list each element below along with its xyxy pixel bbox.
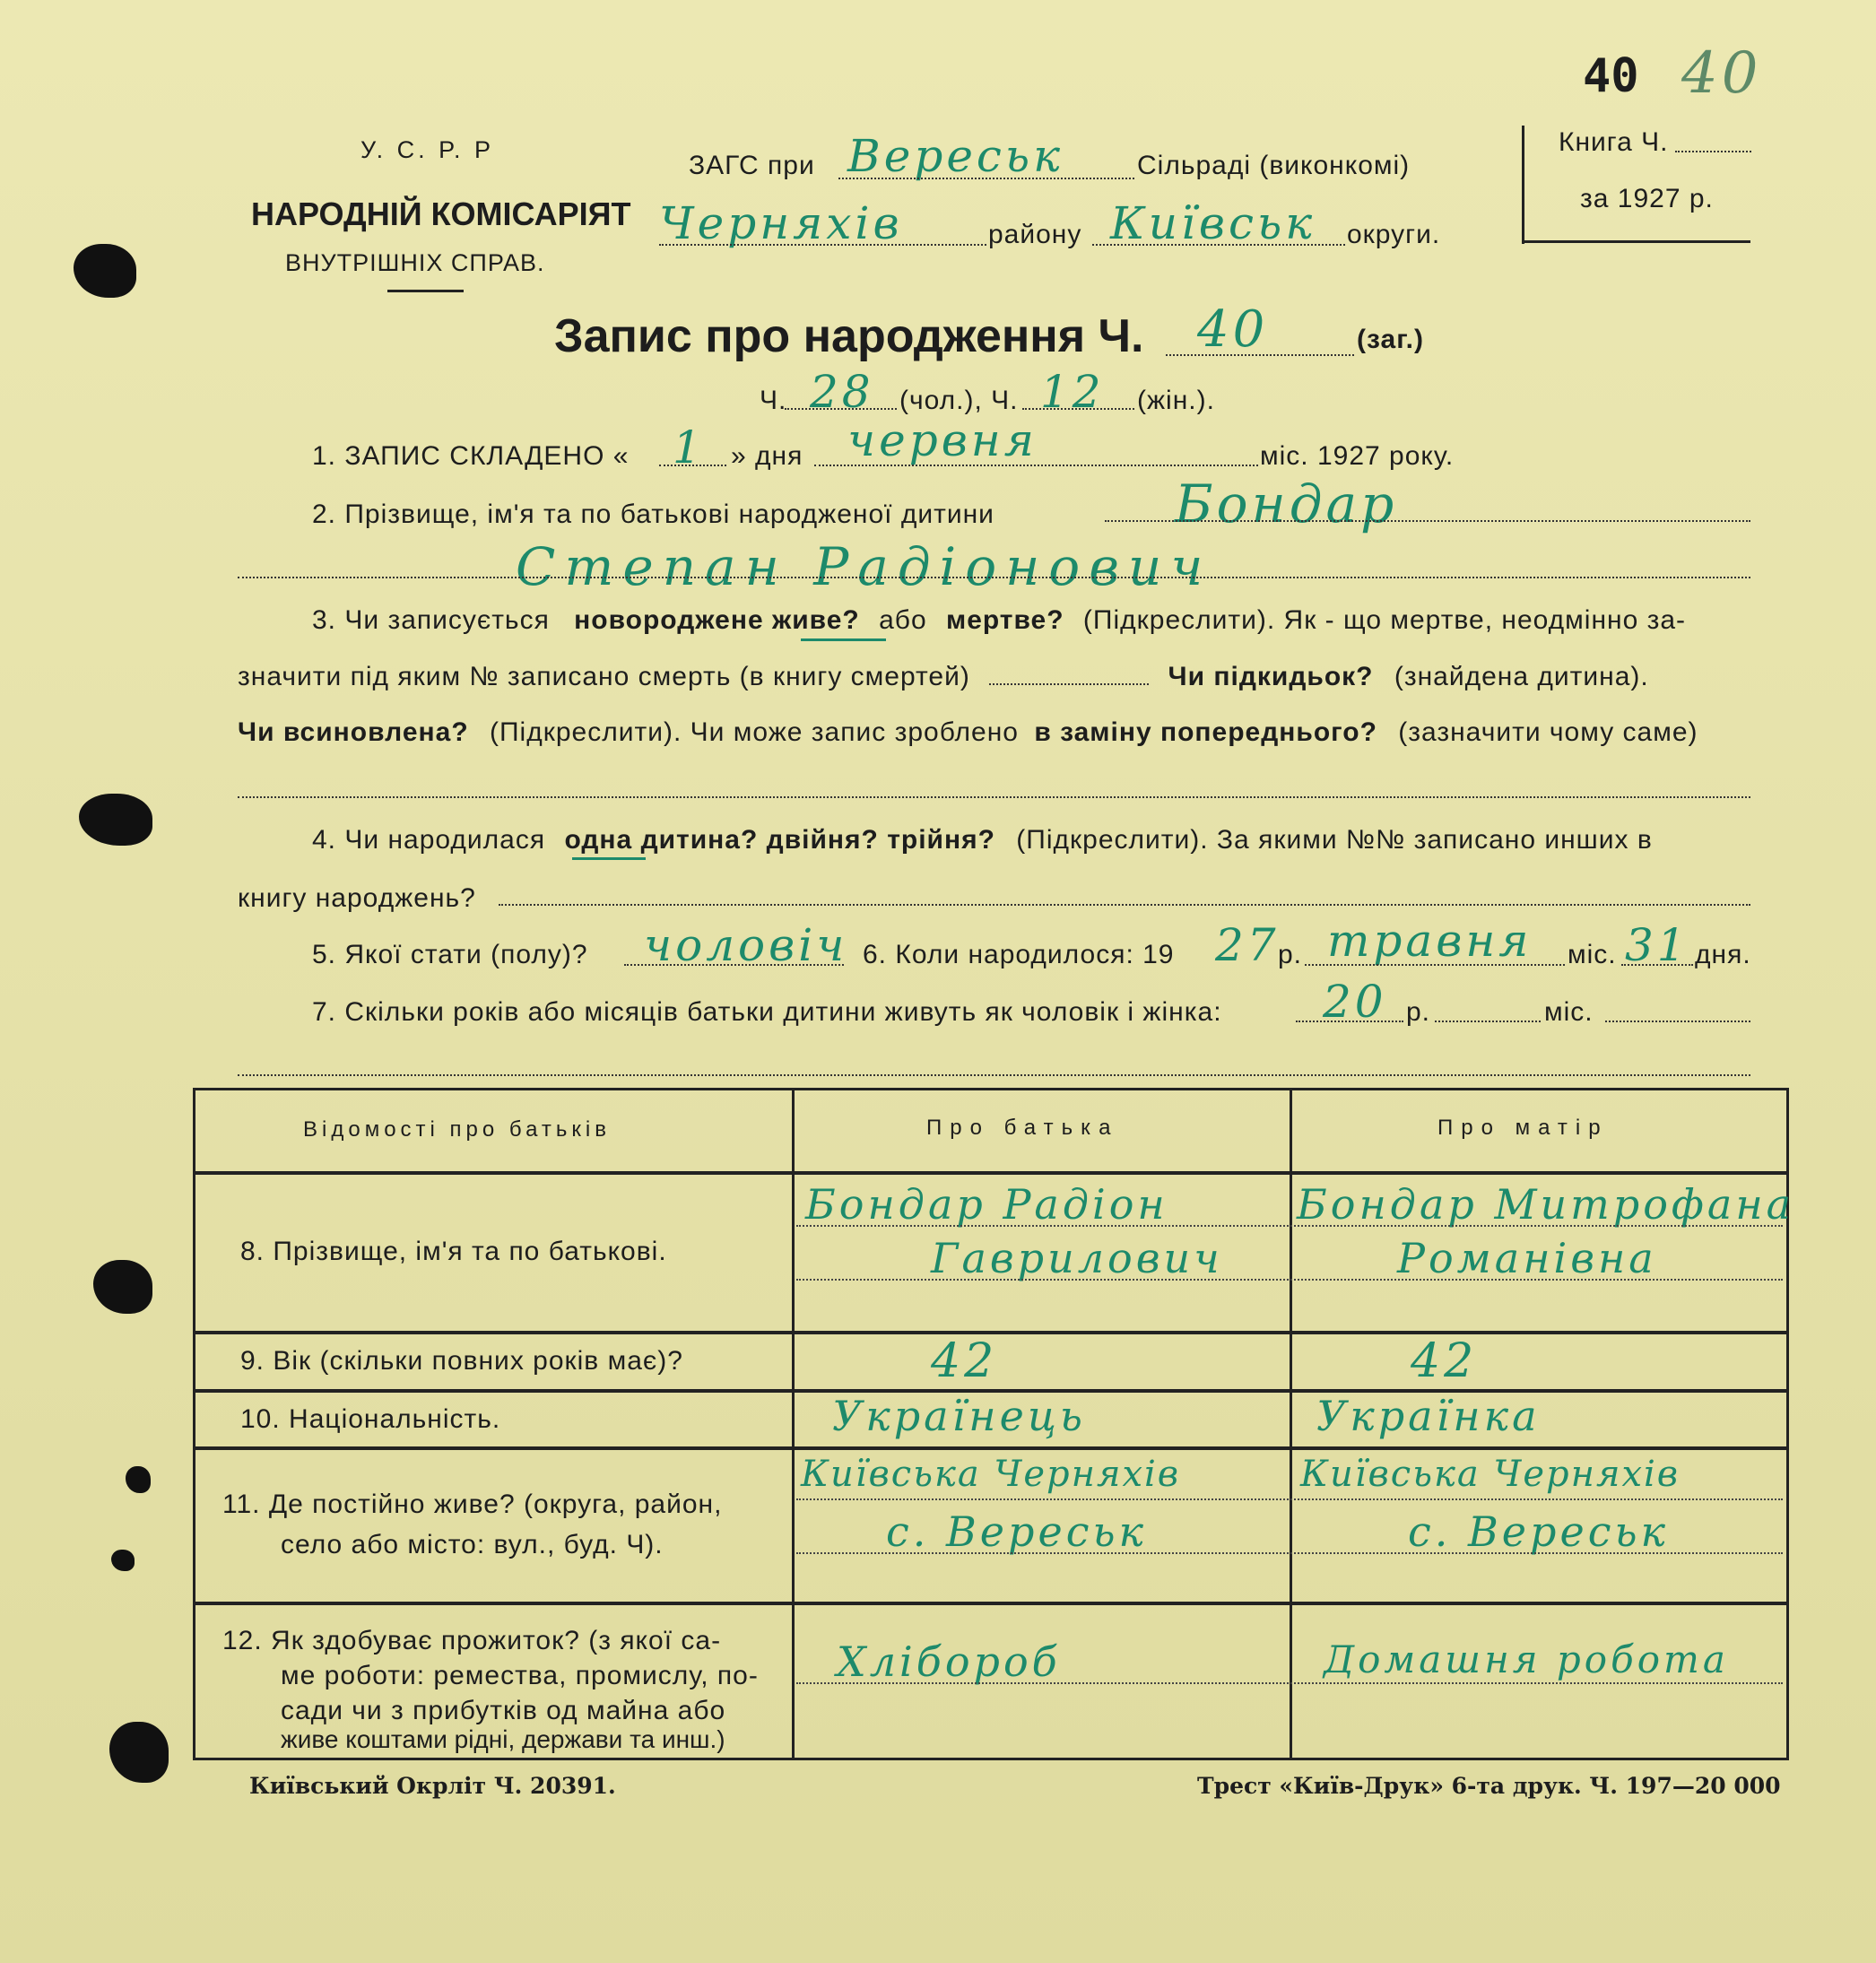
- line2-text: 2. Прізвище, ім'я та по батькові народженої дитини: [312, 499, 994, 529]
- row12-dots-a: [796, 1682, 1783, 1684]
- corner-printed-number: 40: [1583, 49, 1639, 103]
- father-residence-2: с. Вереськ: [886, 1507, 1147, 1556]
- q3-l2c: (знайдена дитина).: [1394, 662, 1649, 691]
- record-number-dots: [1166, 354, 1354, 356]
- mother-nationality: Українка: [1316, 1392, 1541, 1440]
- book-label: Книга Ч.: [1559, 127, 1669, 157]
- q3-l1a: 3. Чи записується: [312, 605, 550, 635]
- zags-district-hw: Черняхів: [659, 197, 903, 249]
- corner-box-bottom: [1522, 240, 1750, 243]
- header-mother: Про матір: [1437, 1116, 1609, 1140]
- punch-hole-5: [111, 1550, 135, 1571]
- q7-mis: міс.: [1544, 997, 1594, 1027]
- birth-year-hw: 27: [1215, 919, 1280, 971]
- row10-bottom: [195, 1446, 1786, 1450]
- female-number-dots: [1022, 408, 1134, 410]
- line1-text: 1. ЗАПИС СКЛАДЕНО «: [312, 441, 630, 471]
- birth-month-hw: травня: [1327, 915, 1533, 967]
- col-divider-1: [792, 1090, 795, 1758]
- mother-name-1: Бондар Митрофана: [1297, 1180, 1795, 1229]
- birth-day-dots: [1621, 964, 1693, 966]
- marriage-years-hw: 20: [1323, 976, 1387, 1028]
- corner-box-left: [1522, 126, 1524, 244]
- zags-village-dots: [838, 178, 1134, 179]
- line2-dots: [1105, 520, 1750, 522]
- line2b-dots: [238, 577, 1750, 578]
- zags-okruga-hw: Київськ: [1110, 197, 1316, 249]
- father-residence-1: Київська Черняхів: [801, 1454, 1181, 1495]
- q3-l2b: Чи підкидьок?: [1168, 662, 1374, 691]
- q7-r: р.: [1406, 997, 1431, 1027]
- q7-text: 7. Скільки років або місяців батьки дитини живуть як чоловік і жінка:: [312, 997, 1222, 1027]
- parents-table: [193, 1088, 1795, 1760]
- book-dots: [1675, 151, 1751, 152]
- q3-dots: [238, 796, 1750, 798]
- row8-dots-a: [796, 1225, 1783, 1227]
- father-occupation: Хлібороб: [837, 1637, 1061, 1686]
- mother-name-2: Романівна: [1397, 1234, 1657, 1282]
- birth-day-hw: 31: [1625, 919, 1689, 971]
- subtitle-prefix: Ч.: [760, 386, 787, 415]
- mother-residence-2: с. Вереськ: [1408, 1507, 1669, 1556]
- record-title: Запис про народження Ч.: [554, 310, 1144, 362]
- q3-l2a: значити під яким № записано смерть (в книгу смертей): [238, 662, 970, 691]
- male-number-hw: 28: [810, 366, 874, 418]
- male-number-dots: [785, 408, 897, 410]
- punch-hole-3: [93, 1260, 152, 1314]
- father-age: 42: [931, 1334, 998, 1388]
- single-child-underline: [572, 857, 646, 860]
- zags-district-dots: [659, 244, 986, 246]
- header-father: Про батька: [926, 1116, 1119, 1140]
- marriage-years-dots: [1296, 1021, 1403, 1022]
- father-name-1: Бондар Радіон: [805, 1180, 1168, 1229]
- female-label: (жін.).: [1137, 386, 1215, 415]
- row12-label-3: сади чи з прибутків од майна або: [281, 1696, 726, 1725]
- zags-council: Сільраді (виконкомі): [1137, 151, 1411, 180]
- zags-village-hw: Вереськ: [847, 130, 1064, 182]
- row10-label: 10. Національність.: [240, 1404, 501, 1434]
- male-label: (чол.), Ч.: [899, 386, 1019, 415]
- record-title-suffix: (заг.): [1357, 325, 1425, 354]
- header-bottom: [195, 1171, 1786, 1175]
- record-number-hw: 40: [1197, 300, 1269, 359]
- child-names-hw: Степан Радіонович: [516, 536, 1212, 597]
- row12-label-1: 12. Як здобуває прожиток? (з якої са-: [222, 1626, 722, 1655]
- row11-label-2: село або місто: вул., буд. Ч).: [281, 1530, 664, 1559]
- zags-okruga-label: округи.: [1347, 220, 1441, 249]
- zags-okruga-dots: [1092, 244, 1345, 246]
- q4-dots: [499, 904, 1750, 906]
- q3-l3c: в заміну попереднього?: [1034, 717, 1377, 747]
- year-label: за 1927 р.: [1580, 184, 1714, 213]
- zags-prefix: ЗАГС при: [689, 151, 815, 180]
- q4-line2: книгу народжень?: [238, 883, 476, 913]
- internal-affairs-label: ВНУТРІШНІХ СПРАВ.: [285, 249, 545, 276]
- q4-l1a: 4. Чи народилася: [312, 825, 546, 855]
- punch-hole-1: [74, 244, 136, 298]
- q3-l3d: (зазначити чому саме): [1398, 717, 1698, 747]
- line1-tail: міс. 1927 року.: [1260, 441, 1455, 471]
- marriage-months-dots: [1435, 1021, 1541, 1022]
- footer-right: Трест «Київ-Друк» 6-та друк. Ч. 197—20 000: [1197, 1773, 1781, 1799]
- q3-l3b: (Підкреслити). Чи може запис зроблено: [490, 717, 1019, 747]
- footer-left: Київський Окрліт Ч. 20391.: [249, 1773, 616, 1799]
- row11-bottom: [195, 1602, 1786, 1605]
- father-name-2: Гаврилович: [931, 1234, 1223, 1282]
- line1-day-dots: [659, 465, 726, 466]
- punch-hole-6: [109, 1722, 169, 1783]
- row12-label-2: ме роботи: ремества, промислу, по-: [281, 1661, 759, 1690]
- q7-bottom-dots: [238, 1074, 1750, 1076]
- row12-label-4: живе коштами рідні, держави та инш.): [281, 1725, 725, 1753]
- child-surname-hw: Бондар: [1175, 473, 1398, 534]
- q4-l1b: одна дитина? двійня? трійня?: [564, 825, 995, 855]
- q3-l1e: (Підкреслити). Як - що мертве, неодмінно за-: [1082, 605, 1687, 635]
- alive-underline: [801, 638, 886, 641]
- row11-dots-b: [796, 1552, 1783, 1554]
- father-nationality: Українець: [832, 1392, 1086, 1440]
- mother-occupation: Домашня робота: [1324, 1637, 1729, 1681]
- q3-l1d: мертве?: [946, 605, 1064, 635]
- commissariat-label: НАРОДНІЙ КОМІСАРІЯТ: [251, 195, 631, 232]
- q3-l1c: або: [879, 605, 927, 635]
- birth-month-dots: [1305, 964, 1565, 966]
- q3-l3a: Чи всиновлена?: [238, 717, 469, 747]
- row8-label: 8. Прізвище, ім'я та по батькові.: [240, 1237, 667, 1266]
- punch-hole-4: [126, 1466, 151, 1493]
- mother-residence-1: Київська Черняхів: [1300, 1454, 1681, 1495]
- row11-dots-a: [796, 1498, 1783, 1500]
- republic-label: У. С. Р. Р: [360, 136, 494, 163]
- birth-year-r: р.: [1278, 940, 1303, 969]
- punch-hole-2: [79, 794, 152, 846]
- birth-mis: міс.: [1568, 940, 1617, 969]
- zags-district-label: району: [988, 220, 1082, 249]
- q3-line1: [312, 605, 1686, 636]
- q4-l1c: (Підкреслити). За якими №№ записано инших в: [1016, 825, 1653, 855]
- line1-month-dots: [814, 465, 1258, 466]
- birth-dnia: дня.: [1695, 940, 1751, 969]
- q3-line2: [238, 662, 1649, 692]
- line1-month-hw: червня: [847, 414, 1038, 466]
- sex-hw: чоловіч: [644, 919, 848, 971]
- line1-day-label: » дня: [731, 441, 803, 471]
- line1-day-hw: 1: [673, 421, 705, 473]
- mother-age: 42: [1411, 1334, 1478, 1388]
- female-number-hw: 12: [1040, 366, 1105, 418]
- q6-text: 6. Коли народилося: 19: [863, 940, 1175, 969]
- q3-line3: [238, 717, 1698, 748]
- header-info: Відомості про батьків: [303, 1117, 611, 1142]
- corner-handwritten-number: 40: [1681, 40, 1762, 107]
- q7-tail-dots: [1605, 1021, 1750, 1022]
- header-dash: [387, 290, 464, 292]
- q5-text: 5. Якої стати (полу)?: [312, 940, 588, 969]
- sex-dots: [624, 964, 844, 966]
- row8-dots-b: [796, 1279, 1783, 1281]
- row11-label-1: 11. Де постійно живе? (округа, район,: [222, 1490, 723, 1519]
- row9-label: 9. Вік (скільки повних років має)?: [240, 1346, 683, 1376]
- q3-l1b: новороджене живе?: [574, 605, 860, 635]
- col-divider-2: [1290, 1090, 1292, 1758]
- q4-line1: [312, 825, 1653, 856]
